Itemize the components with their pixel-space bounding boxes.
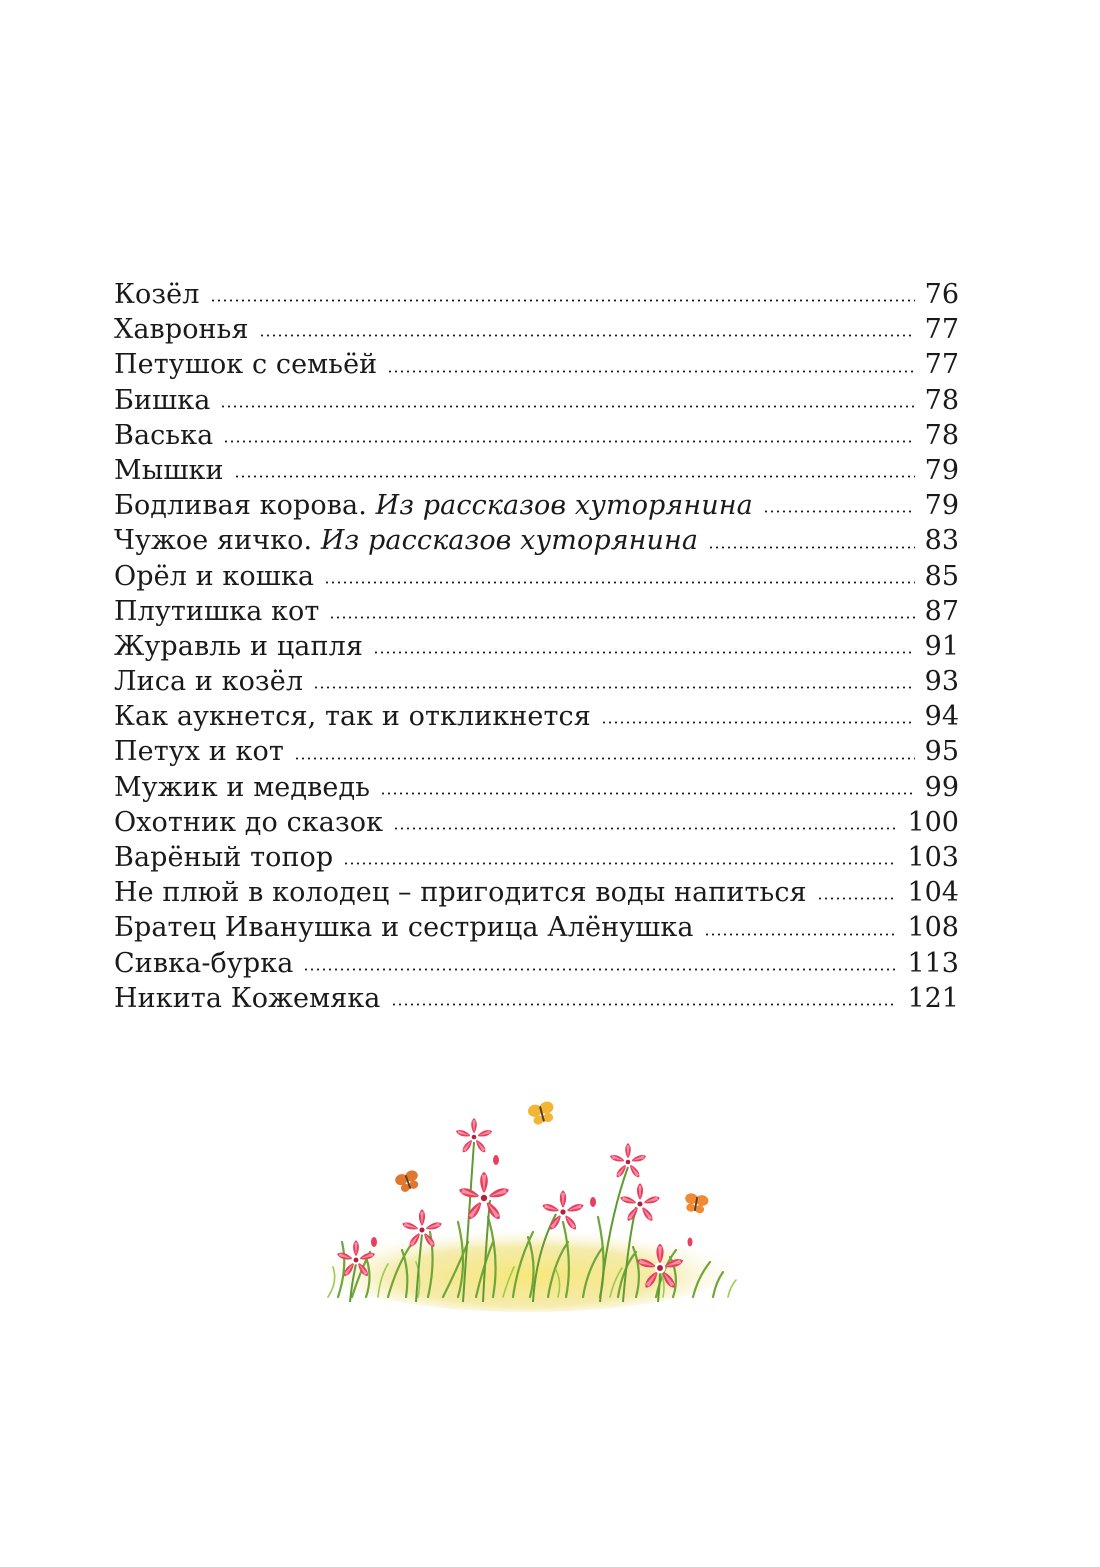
dot-leader <box>210 299 915 302</box>
toc-entry-main-title: Петух и кот <box>114 736 284 768</box>
toc-entry-page-number: 83 <box>924 525 959 557</box>
toc-entry <box>114 594 959 629</box>
toc-entry-page-number: 94 <box>924 701 959 733</box>
toc-entry-page-number: 121 <box>907 982 959 1014</box>
toc-entry-title <box>114 805 393 840</box>
toc-entry-main-title: Хавронья <box>114 314 249 346</box>
toc-entry <box>114 981 959 1016</box>
toc-entry <box>114 910 959 945</box>
butterfly-icon <box>527 1100 557 1127</box>
toc-entry-main-title: Охотник до сказок <box>114 806 384 838</box>
toc-entry <box>114 699 959 734</box>
toc-entry-title <box>114 277 210 312</box>
toc-entry-main-title: Плутишка кот <box>114 595 320 627</box>
dot-leader <box>313 686 915 689</box>
toc-entry-title <box>114 734 294 769</box>
toc-entry-title <box>114 981 391 1016</box>
toc-entry <box>114 347 959 382</box>
dot-leader <box>220 405 914 408</box>
toc-entry-main-title: Бодливая корова. <box>114 490 367 522</box>
dot-leader <box>391 1003 898 1006</box>
toc-entry-page-number: 100 <box>907 806 959 838</box>
toc-entry <box>114 875 959 910</box>
dot-leader <box>234 475 915 478</box>
dot-leader <box>329 616 914 619</box>
toc-entry-main-title: Бишка <box>114 384 211 416</box>
toc-entry-main-title: Мужик и медведь <box>114 771 371 803</box>
toc-entry-title <box>114 910 704 945</box>
toc-entry-page-number: 104 <box>907 877 959 909</box>
toc-entry <box>114 734 959 769</box>
toc-entry-title <box>114 312 259 347</box>
toc-entry-main-title: Никита Кожемяка <box>114 982 381 1014</box>
toc-entry-page-number: 76 <box>924 279 959 310</box>
toc-entry-title <box>114 770 380 805</box>
toc-entry-main-title: Чужое яичко. <box>114 525 313 557</box>
toc-entry-title <box>114 523 708 558</box>
dot-leader <box>817 897 898 900</box>
toc-entry-title <box>114 559 324 594</box>
toc-entry-main-title: Мышки <box>114 454 224 486</box>
toc-entry <box>114 488 959 523</box>
dot-leader <box>393 827 897 830</box>
table-of-contents <box>114 277 959 1016</box>
toc-entry-page-number: 85 <box>924 560 959 592</box>
dot-leader <box>294 757 915 760</box>
dot-leader <box>763 510 915 513</box>
toc-entry-title <box>114 594 329 629</box>
toc-entry <box>114 664 959 699</box>
carnation-flower <box>619 1183 660 1222</box>
toc-entry-title <box>114 629 373 664</box>
toc-entry <box>114 629 959 664</box>
toc-entry-page-number: 77 <box>924 314 959 346</box>
toc-entry-title <box>114 664 313 699</box>
toc-entry-title <box>114 383 220 418</box>
toc-entry-main-title: Братец Иванушка и сестрица Алёнушка <box>114 912 694 944</box>
toc-entry-main-title: Козёл <box>114 279 200 310</box>
toc-entry-main-title: Как аукнется, так и откликнется <box>114 701 591 733</box>
toc-entry-main-title: Петушок с семьёй <box>114 349 378 381</box>
toc-entry-main-title: Орёл и кошка <box>114 560 315 592</box>
toc-entry-page-number: 77 <box>924 349 959 381</box>
toc-entry-title <box>114 453 234 488</box>
toc-entry-page-number: 95 <box>924 736 959 768</box>
carnation-flower <box>609 1143 647 1179</box>
toc-entry-main-title: Журавль и цапля <box>114 630 363 662</box>
toc-entry <box>114 277 959 312</box>
toc-entry <box>114 418 959 453</box>
toc-entry-main-title: Варёный топор <box>114 842 334 873</box>
toc-entry-page-number: 93 <box>924 666 959 698</box>
carnation-flower <box>458 1172 510 1221</box>
toc-entry-page-number: 108 <box>907 912 959 944</box>
dot-leader <box>343 862 897 865</box>
toc-entry-title <box>114 488 763 523</box>
butterfly-icon <box>394 1169 422 1194</box>
dot-leader <box>324 581 915 584</box>
toc-entry-page-number: 79 <box>924 490 959 522</box>
toc-entry <box>114 559 959 594</box>
toc-entry <box>114 946 959 981</box>
toc-entry-page-number: 87 <box>924 595 959 627</box>
butterfly-icon <box>683 1192 709 1214</box>
toc-entry-title <box>114 418 223 453</box>
toc-entry-page-number: 113 <box>907 947 959 979</box>
dot-leader <box>704 933 898 936</box>
dot-leader <box>303 968 897 971</box>
dot-leader <box>380 792 915 795</box>
toc-entry <box>114 805 959 840</box>
toc-entry-title <box>114 840 343 875</box>
flowers-illustration <box>318 1092 738 1312</box>
toc-entry <box>114 523 959 558</box>
toc-entry-title <box>114 875 817 910</box>
toc-entry <box>114 383 959 418</box>
toc-entry-page-number: 79 <box>924 454 959 486</box>
toc-entry <box>114 453 959 488</box>
toc-entry-page-number: 103 <box>907 842 959 873</box>
dot-leader <box>601 721 915 724</box>
dot-leader <box>708 546 915 549</box>
toc-entry-main-title: Васька <box>114 419 214 451</box>
toc-entry <box>114 770 959 805</box>
toc-entry-page-number: 78 <box>924 419 959 451</box>
dot-leader <box>373 651 915 654</box>
dot-leader <box>259 334 915 337</box>
toc-entry-main-title: Сивка-бурка <box>114 947 294 979</box>
toc-entry-source: Из рассказов хуторянина <box>320 525 699 557</box>
toc-entry-title <box>114 699 601 734</box>
dot-leader <box>387 370 914 373</box>
toc-entry-main-title: Не плюй в колодец – пригодится воды напиться <box>114 877 807 909</box>
toc-entry-main-title: Лиса и козёл <box>114 666 304 698</box>
toc-entry-page-number: 78 <box>924 384 959 416</box>
toc-entry <box>114 840 959 875</box>
toc-entry-page-number: 91 <box>924 630 959 662</box>
toc-entry <box>114 312 959 347</box>
dot-leader <box>223 440 914 443</box>
toc-entry-source: Из рассказов хуторянина <box>375 490 753 522</box>
toc-entry-page-number: 99 <box>924 771 959 803</box>
toc-entry-title <box>114 347 387 382</box>
toc-entry-title <box>114 946 303 981</box>
